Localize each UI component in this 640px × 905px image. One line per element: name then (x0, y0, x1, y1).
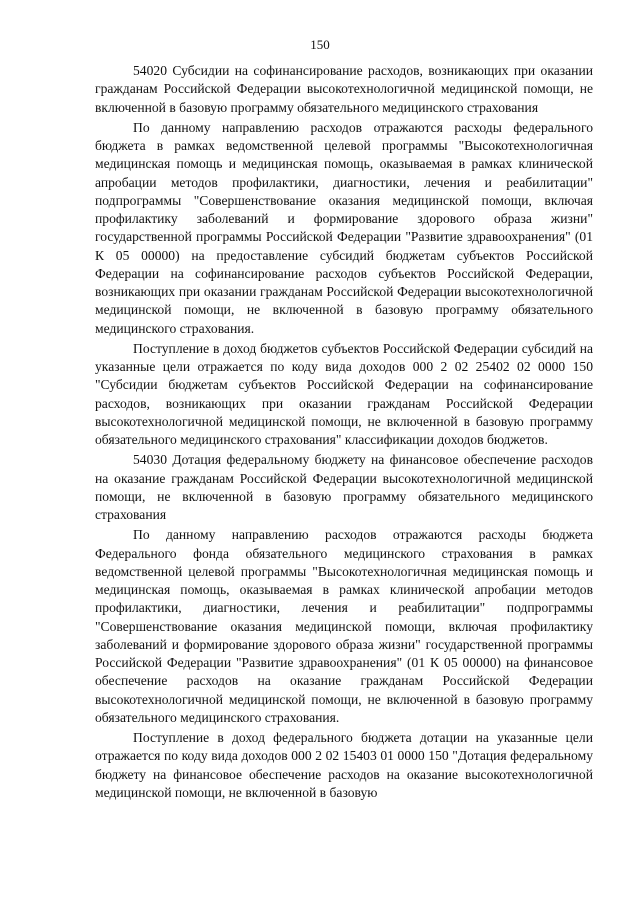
paragraph-income-54030: Поступление в доход федерального бюджета дотации на указанные цели отражается по коду вида доходов 000 2 02 15403 01 0000 150 "Дотация федеральному бюджету на финансовое обеспечение расходов на оказание высокотехнологичной медицинской помощи, не включенной в базовую (95, 730, 593, 800)
paragraph-income-54020: Поступление в доход бюджетов субъектов Российской Федерации субсидий на указанные цели отражается по коду вида доходов 000 2 02 25402 02 0000 150 "Субсидии бюджетам субъектов Российской Федерации на софинансирование расходов, возникающих при оказании гражданам Российской Федерации высокотехнологичной медицинской помощи, не включенной в базовую программу обязательного медицинского страхования" классификации доходов бюджетов. (95, 340, 593, 447)
document-body (95, 62, 593, 802)
section-heading-54030: 54030 Дотация федеральному бюджету на финансовое обеспечение расходов на оказание гражданам Российской Федерации высокотехнологичной медицинской помощи, не включенной в базовую программу обязательного медицинского страхования (95, 452, 593, 522)
paragraph-expenses-54030: По данному направлению расходов отражаются расходы бюджета Федерального фонда обязательного медицинского страхования в рамках ведомственной целевой программы "Высокотехнологичная медицинская помощь и медицинская помощь, оказываемая в рамках клинической апробации методов профилактики, диагностики, лечения и реабилитации" подпрограммы "Совершенствование оказания медицинской помощи, включая профилактику заболеваний и формирование здорового образа жизни" государственной программы Российской Федерации "Развитие здравоохранения" (01 К 05 00000) на финансовое обеспечение расходов на оказание гражданам Российской Федерации высокотехнологичной медицинской помощи, не включенной в базовую программу обязательного медицинского страхования. (95, 527, 593, 725)
page-number: 150 (310, 37, 330, 52)
paragraph-expenses-54020: По данному направлению расходов отражаются расходы федерального бюджета в рамках ведомственной целевой программы "Высокотехнологичная медицинская помощь и медицинская помощь, оказываемая в рамках клинической апробации методов профилактики, диагностики, лечения и реабилитации" подпрограммы "Совершенствование оказания медицинской помощи, включая профилактику заболеваний и формирование здорового образа жизни" государственной программы Российской Федерации "Развитие здравоохранения" (01 К 05 00000) на предоставление субсидий бюджетам субъектов Российской Федерации на софинансирование расходов субъектов Российской Федерации, возникающих при оказании гражданам Российской Федерации высокотехнологичной медицинской помощи, не включенной в базовую программу обязательного медицинского страхования. (95, 119, 593, 336)
section-heading-54020: 54020 Субсидии на софинансирование расходов, возникающих при оказании гражданам Российской Федерации высокотехнологичной медицинской помощи, не включенной в базовую программу обязательного медицинского страхования (95, 63, 593, 115)
